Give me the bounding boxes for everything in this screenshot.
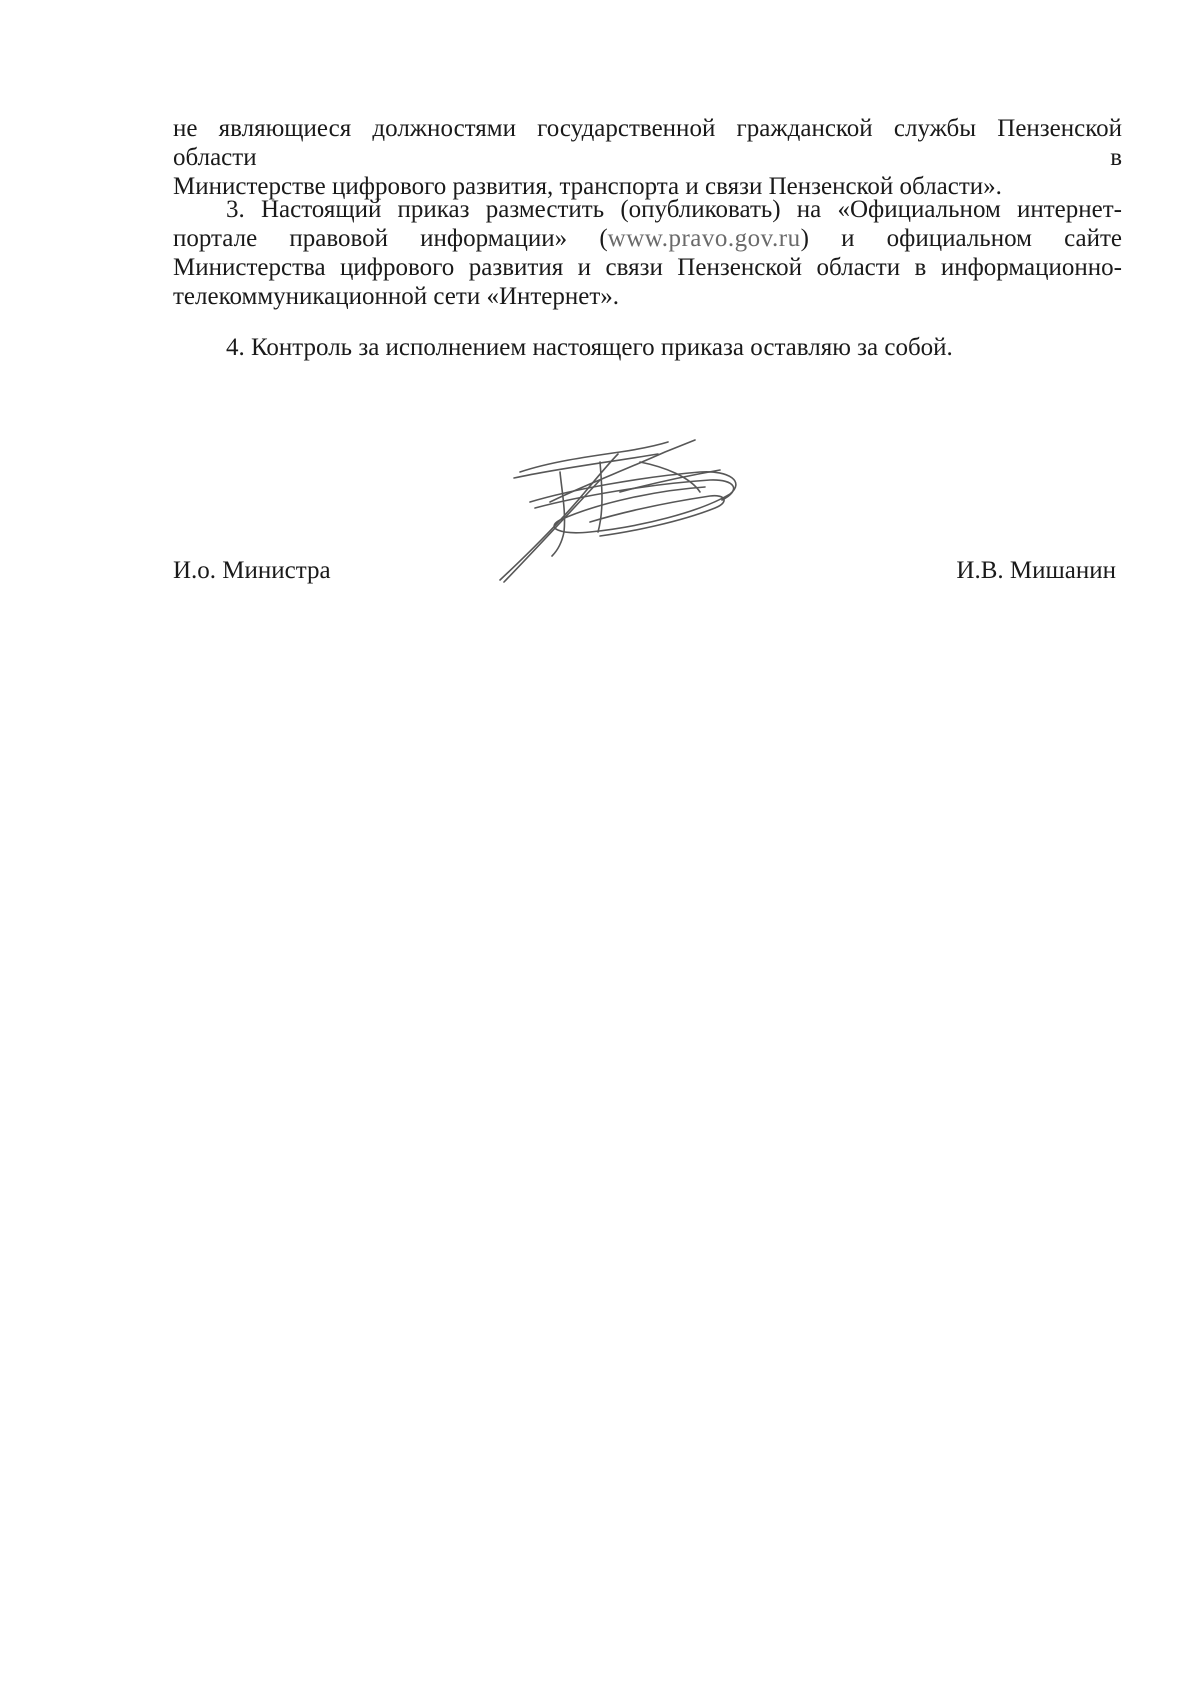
paragraph-continuation [173, 114, 1122, 201]
position-title: И.о. Министра [173, 557, 331, 584]
paragraph-publication-text-2: ) и официальном сайте Министерства цифрового развития и связи Пензенской области в информационно-телекоммуникационной сети «Интернет». [173, 225, 1123, 310]
signer-name: И.В. Мишанин [956, 557, 1116, 584]
paragraph-publication-text-1: 3. Настоящий приказ разместить (опубликовать) на «Официальном интернет-портале правовой информации» ( [173, 196, 1122, 252]
handwritten-signature [490, 432, 760, 592]
paragraph-line-2: Министерстве цифрового развития, транспорта и связи Пензенской области». [173, 173, 1002, 200]
paragraph-control: 4. Контроль за исполнением настоящего приказа оставляю за собой. [226, 334, 953, 361]
pravo-url: www.pravo.gov.ru [607, 225, 801, 252]
paragraph-publication [173, 195, 1122, 311]
paragraph-line-1: не являющиеся должностями государственной гражданской службы Пензенской области в [173, 115, 1122, 171]
